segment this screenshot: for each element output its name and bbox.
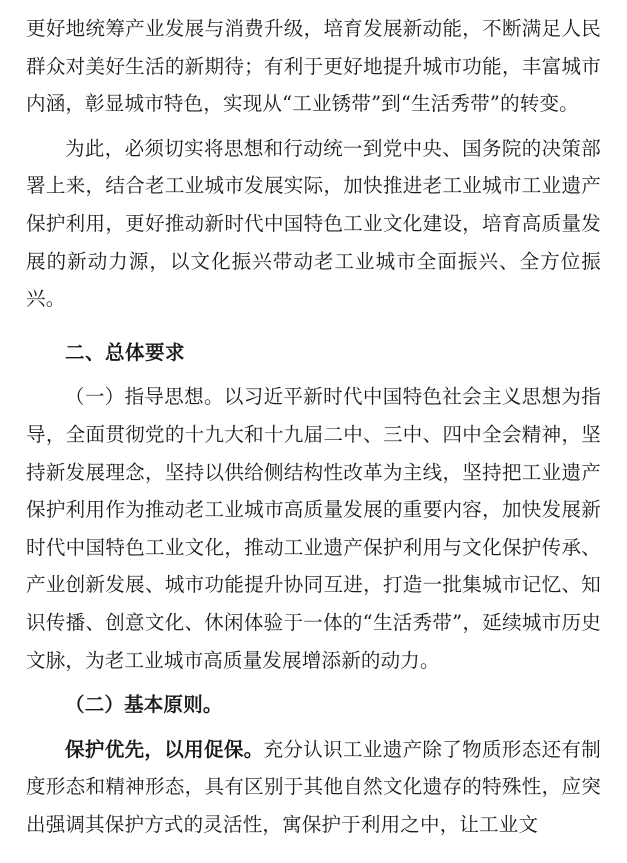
protection-first-text: 充分认识工业遗产除了物质形态还有制度形态和精神形态，具有区别于其他自然文化遗存的特殊性，应突出强调其保护方式的灵活性，寓保护于利用之中，让工业文 [26, 737, 601, 836]
paragraph-continuation: 更好地统筹产业发展与消费升级，培育发展新动能，不断满足人民群众对美好生活的新期待；有利于更好地提升城市功能，丰富城市内涵，彰显城市特色，实现从“工业锈带”到“生活秀带”的转变。 [26, 17, 601, 116]
section-heading-overall-requirements: 二、总体要求 [65, 340, 186, 364]
basic-principles-label: （二）基本原则。 [65, 693, 223, 717]
protection-first-label: 保护优先，以用促保。 [65, 737, 264, 761]
paragraph-protection-first [26, 731, 601, 844]
paragraph-guiding-ideology: （一）指导思想。以习近平新时代中国特色社会主义思想为指导，全面贯彻党的十九大和十九届二中、三中、四中全会精神，坚持新发展理念，坚持以供给侧结构性改革为主线，坚持把工业遗产保护利用作为推动老工业城市高质量发展的重要内容，加快发展新时代中国特色工业文化，推动工业遗产保护利用与文化保护传承、产业创新发展、城市功能提升协同互进，打造一批集城市记忆、知识传播、创意文化、休闲体验于一体的“生活秀带”，延续城市历史文脉，为老工业城市高质量发展增添新的动力。 [26, 385, 601, 672]
paragraph-basic-principles-title [26, 686, 601, 724]
paragraph-purpose: 为此，必须切实将思想和行动统一到党中央、国务院的决策部署上来，结合老工业城市发展实际，加快推进老工业城市工业遗产保护利用，更好推动新时代中国特色工业文化建设，培育高质量发展的新动力源，以文化振兴带动老工业城市全面振兴、全方位振兴。 [26, 136, 601, 311]
